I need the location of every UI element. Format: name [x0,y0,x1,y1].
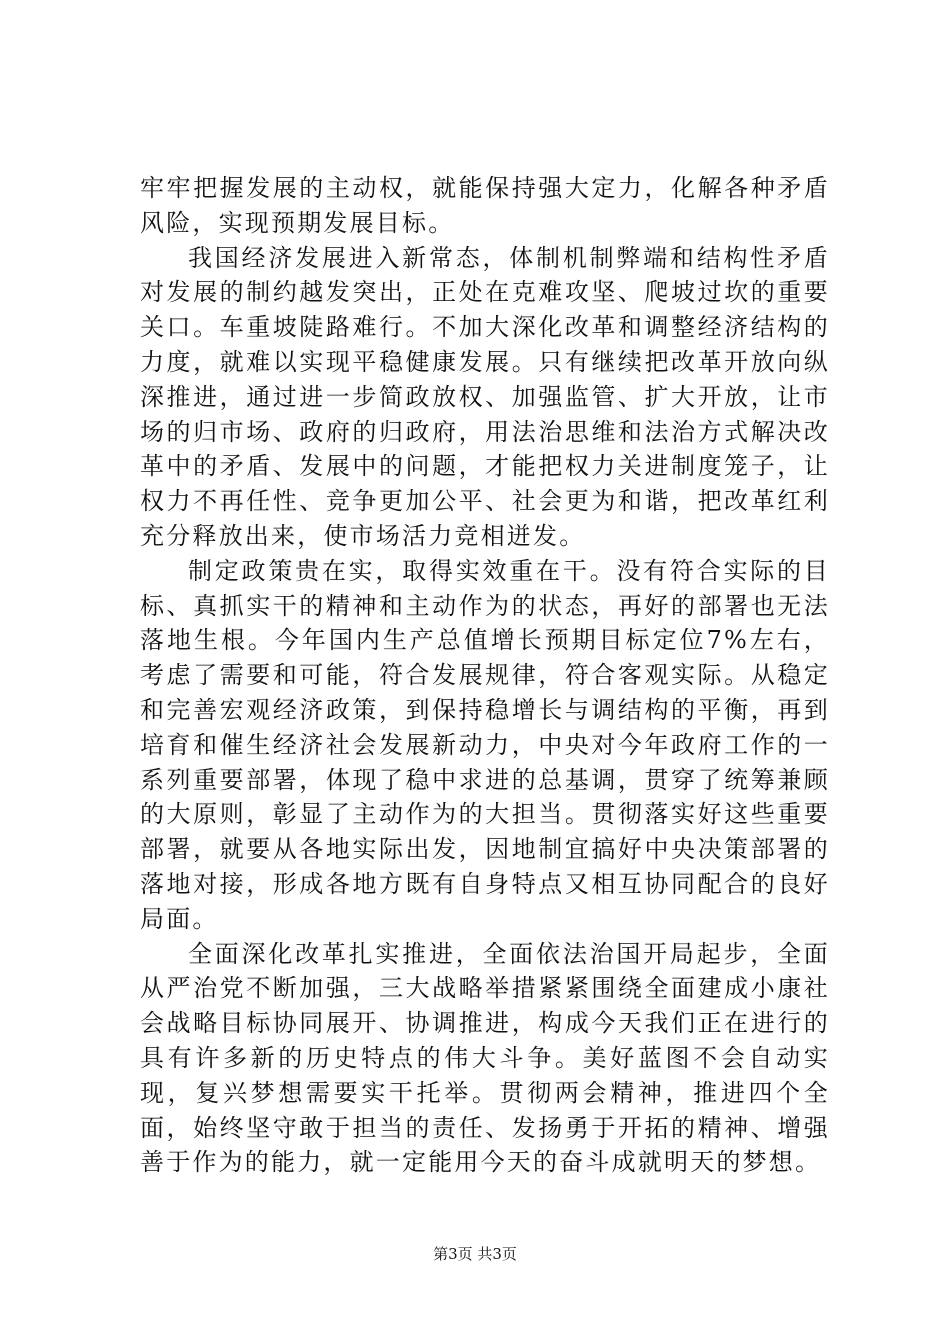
paragraph-3: 制定政策贵在实，取得实效重在干。没有符合实际的目标、真抓实干的精神和主动作为的状态，再好的部署也无法落地生根。今年国内生产总值增长预期目标定位7%左右，考虑了需要和可能，符合发展规律，符合客观实际。从稳定和完善宏观经济政策，到保持稳增长与调结构的平衡，再到培育和催生经济社会发展新动力，中央对今年政府工作的一系列重要部署，体现了稳中求进的总基调，贯穿了统筹兼顾的大原则，彰显了主动作为的大担当。贯彻落实好这些重要部署，就要从各地实际出发，因地制宜搞好中央决策部署的落地对接，形成各地方既有自身特点又相互协同配合的良好局面。 [140,556,830,933]
paragraph-1: 牢牢把握发展的主动权，就能保持强大定力，化解各种矛盾风险，实现预期发展目标。 [140,174,830,237]
paragraph-4: 全面深化改革扎实推进，全面依法治国开局起步，全面从严治党不断加强，三大战略举措紧紧围绕全面建成小康社会战略目标协同展开、协调推进，构成今天我们正在进行的具有许多新的历史特点的伟大斗争。美好蓝图不会自动实现，复兴梦想需要实干托举。贯彻两会精神，推进四个全面，始终坚守敢于担当的责任、发扬勇于开拓的精神、增强善于作为的能力，就一定能用今天的奋斗成就明天的梦想。 [140,939,830,1177]
page-footer [0,1244,950,1264]
page-number: 第3页 共3页 [433,1245,517,1263]
document-body [140,171,830,1180]
paragraph-2: 我国经济发展进入新常态，体制机制弊端和结构性矛盾对发展的制约越发突出，正处在克难攻坚、爬坡过坎的重要关口。车重坡陡路难行。不加大深化改革和调整经济结构的力度，就难以实现平稳健康发展。只有继续把改革开放向纵深推进，通过进一步简政放权、加强监管、扩大开放，让市场的归市场、政府的归政府，用法治思维和法治方式解决改革中的矛盾、发展中的问题，才能把权力关进制度笼子，让权力不再任性、竞争更加公平、社会更为和谐，把改革红利充分释放出来，使市场活力竞相迸发。 [140,243,830,550]
